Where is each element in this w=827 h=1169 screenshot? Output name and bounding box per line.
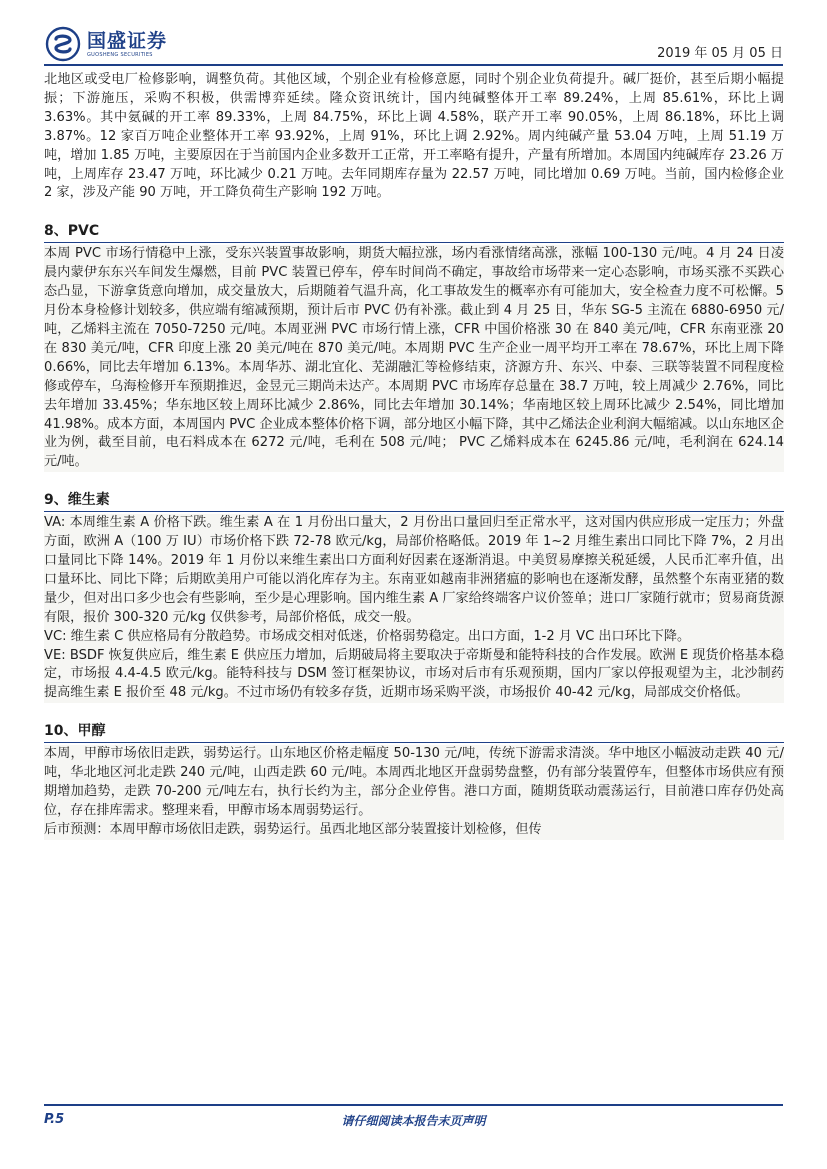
company-logo: [45, 26, 167, 62]
logo-subtext: GUOSHENG SECURITIES: [87, 51, 153, 58]
footer-rule: [44, 1104, 783, 1106]
section-pvc: [44, 222, 784, 472]
header-rule: [44, 64, 783, 66]
page-header: [0, 0, 827, 68]
section-vitamin: [44, 491, 784, 703]
logo-mark-icon: [45, 26, 81, 62]
section-paragraph: VC: 维生素 C 供应格局有分散趋势。市场成交相对低迷，价格弱势稳定。出口方面，1-2 月 VC 出口环比下降。: [44, 628, 691, 644]
section-title: 8、PVC: [44, 222, 784, 243]
page-content: [44, 71, 784, 840]
section-methanol: [44, 722, 784, 840]
page-number: P.5: [44, 1112, 65, 1127]
section-paragraph: VE: BSDF 恢复供应后，维生素 E 供应压力增加，后期破局将主要取决于帝斯曼和能特科技的合作发展。欧洲 E 现货价格基本稳定，市场报 4.4-4.5 欧元/kg。能特科技与 DSM 签订框架协议，市场对后市有乐观预期，国内厂家以停报观望为主，北沙制药提高维生素 E 报价至 48 元/kg。不过市场仍有较多存货，近期市场采购平淡，市场报价 40-42 元/kg，局部成交价格低。: [44, 647, 784, 701]
section-paragraph: 后市预测：本周甲醇市场依旧走跌，弱势运行。虽西北地区部分装置接计划检修，但传: [44, 821, 542, 837]
section-title: 9、维生素: [44, 491, 784, 512]
footer-disclaimer: 请仔细阅读本报告末页声明: [341, 1114, 486, 1128]
section-title: 10、甲醇: [44, 722, 784, 743]
section-paragraph: 本周 PVC 市场行情稳中上涨，受东兴装置事故影响，期货大幅拉涨，场内看涨情绪高涨，涨幅 100-130 元/吨。4 月 24 日凌晨内蒙伊东东兴车间发生爆燃，目前 PVC 装置已停车，停车时间尚不确定，事故给市场带来一定心态影响，市场买涨不买跌心态凸显，下游拿货意向增加，成交量放大，后期随着气温升高，化工事故发生的概率亦有可能加大，安全检查力度不可松懈。5 月份本身检修计划较多，供应端有缩减预期，预计后市 PVC 仍有补涨。截止到 4 月 25 日，华东 SG-5 主流在 6880-6950 元/吨，乙烯料主流在 7050-7250 元/吨。本周亚洲 PVC 市场行情上涨，CFR 中国价格涨 30 在 840 美元/吨，CFR 东南亚涨 20 在 830 美元/吨，CFR 印度上涨 20 美元/吨在 870 美元/吨。本周期 PVC 生产企业一周平均开工率在 78.67%，环比上周下降 0.66%，同比去年增加 6.13%。本周华苏、湖北宜化、芜湖融汇等检修结束，济源方升、东兴、中泰、三联等装置不同程度检修或停车，乌海检修开车预期推迟，金昱元三期尚未达产。本周期 PVC 市场库存总量在 38.7 万吨，较上周减少 2.76%，同比去年增加 33.45%；华东地区较上周环比减少 2.86%，同比去年增加 30.14%；华南地区较上周环比减少 2.54%，同比增加 41.98%。成本方面，本周国内 PVC 企业成本整体价格下调，部分地区小幅下降，其中乙烯法企业利润大幅缩减。以山东地区企业为例，截至目前，电石料成本在 6272 元/吨，毛利在 508 元/吨； PVC 乙烯料成本在 6245.86 元/吨，毛利润在 624.14 元/吨。: [44, 246, 784, 470]
report-date: 2019 年 05 月 05 日: [657, 46, 783, 61]
intro-paragraph: 北地区或受电厂检修影响，调整负荷。其他区域，个别企业有检修意愿，同时个别企业负荷提升。碱厂挺价，甚至后期小幅提振；下游施压，采购不积极，供需博弈延续。隆众资讯统计，国内纯碱整体开工率 89.24%，上周 85.61%，环比上调 3.63%。其中氨碱的开工率 89.33%，上周 84.75%，环比上调 4.58%，联产开工率 90.05%，上周 86.18%，环比上调 3.87%。12 家百万吨企业整体开工率 93.92%，上周 91%，环比上调 2.92%。周内纯碱产量 53.04 万吨，上周 51.19 万吨，增加 1.85 万吨，主要原因在于当前国内企业多数开工正常，开工率略有提升，产量有所增加。本周国内纯碱库存 23.26 万吨，上周库存 23.47 万吨，环比减少 0.21 万吨。去年同期库存量为 22.57 万吨，同比增加 0.69 万吨。当前，国内检修企业 2 家，涉及产能 90 万吨，开工降负荷生产影响 192 万吨。: [44, 72, 784, 201]
logo-text: 国盛证券: [87, 29, 168, 52]
section-paragraph: 本周，甲醇市场依旧走跌，弱势运行。山东地区价格走幅度 50-130 元/吨，传统下游需求清淡。华中地区小幅波动走跌 40 元/吨，华北地区河北走跌 240 元/吨，山西走跌 60 元/吨。本周西北地区开盘弱势盘整，仍有部分装置停车，但整体市场供应有预期增加趋势，走跌 70-200 元/吨左右，执行长约为主，部分企业停售。港口方面，随期货联动震荡运行，目前港口库存仍处高位，存在排库需求。整理来看，甲醇市场本周弱势运行。: [44, 746, 784, 818]
section-paragraph: VA: 本周维生素 A 价格下跌。维生素 A 在 1 月份出口量大，2 月份出口量回归至正常水平，这对国内供应形成一定压力；外盘方面，欧洲 A（100 万 IU）市场价格下跌 72-78 欧元/kg，局部价格略低。2019 年 1~2 月维生素出口同比下降 7%，2 月出口量同比下降 14%。2019 年 1 月份以来维生素出口方面利好因素在逐渐消退。中美贸易摩擦关税延缓，人民币汇率升值，出口量环比、同比下降；后期欧美用户可能以消化库存为主。东南亚如越南非洲猪瘟的影响也在逐渐发酵，虽然整个东南亚猪的数量少，但对出口多少也会有些影响，至少是心理影响。国内维生素 A 厂家给终端客户议价签单；进口厂家随行就市；贸易商货源有限，报价 300-320 元/kg 仅供参考，局部价格低，成交一般。: [44, 515, 784, 625]
